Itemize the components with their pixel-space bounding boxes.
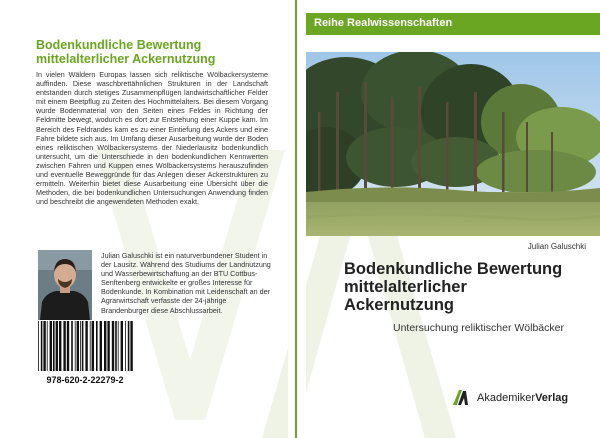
front-author: Julian Galuschki — [527, 242, 586, 251]
barcode-bar — [85, 321, 87, 371]
barcode-bar — [80, 321, 81, 371]
front-title-line-2: mittelalterlicher — [344, 278, 467, 296]
barcode-bar — [130, 321, 132, 371]
front-title-line-3: Ackernutzung — [344, 296, 455, 314]
barcode-bar — [53, 321, 55, 371]
barcode-bar — [38, 321, 39, 371]
author-bio: Julian Galuschki ist ein naturverbundener Student in der Lausitz. Während des Studiums der Landnutzung und Wasserbewirtschaftung an der BTU Cottbus-Senftenberg entwickelte er großes Interesse für Bodenkunde. In Kombination mit Leidenschaft an der Agrarwirtschaft verfasste der 24-jährige Brandenburger diese Abschlussarbeit. — [101, 251, 271, 315]
barcode-bar — [121, 321, 123, 371]
front-title-line-1: Bodenkundliche Bewertung — [344, 260, 563, 278]
publisher-name-bold: Verlag — [535, 391, 569, 404]
back-cover — [0, 0, 288, 438]
isbn-barcode — [36, 321, 134, 371]
forest-cover-photo — [306, 52, 600, 236]
barcode-bar — [125, 321, 126, 371]
series-label: Reihe Realwissenschaften — [314, 17, 453, 29]
barcode-bar — [82, 321, 84, 371]
barcode-bar — [92, 321, 94, 371]
publisher-name — [477, 392, 568, 404]
book-spine — [288, 0, 306, 438]
barcode-bar — [90, 321, 91, 371]
barcode-bar — [107, 321, 109, 371]
barcode-bar — [112, 321, 114, 371]
barcode-bar — [75, 321, 76, 371]
barcode-bar — [115, 321, 117, 371]
barcode-bar — [77, 321, 79, 371]
spine-accent-line — [295, 0, 297, 438]
series-band — [306, 13, 600, 35]
author-photo — [38, 250, 92, 320]
barcode-bar — [67, 321, 69, 371]
barcode-bar — [100, 321, 102, 371]
back-cover-title — [36, 38, 276, 66]
book-abstract: In vielen Wäldern Europas lassen sich reliktische Wölbackersysteme auffinden. Diese waschbrettähnlichen Strukturen in der Landschaft entstanden durch stetiges Zusammenpflügen landwirtschaftlicher Felder mit einem Beetpflug zu Zeiten des Hochmittelalters. Bei diesem Vorgang wurde Bodenmaterial von den Seiten eines Feldes in Richtung der Feldmitte bewegt, wodurch es dort zur Entstehung einer Kuppe kam. Im Bereich des Feldrandes kam es zu einer Eintiefung des Ackers und eine Fahre bildete sich aus. Im Umfang dieser Ausarbeitung wurde der Boden eines reliktischen Wölbackersystems der Niederlausitz bodenkundlich untersucht, um die Unterschiede in den bodenkundlichen Kennwerten zwischen Fahren und Kuppen eines Wölbackersystems herauszufinden und eventuelle Beweggründe für das Anlegen dieser Ackerstrukturen zu ermitteln. Weiterhin bietet diese Ausarbeitung eine Übersicht über die Methoden, die bei bodenkundlichen Untersuchungen Anwendung finden und beschreibt die angewendeten Methoden exakt. — [36, 70, 268, 207]
barcode-bar — [50, 321, 52, 371]
barcode-bar — [96, 321, 98, 371]
barcode-bar — [56, 321, 58, 371]
barcode-bar — [59, 321, 61, 371]
barcode-bar — [47, 321, 48, 371]
publisher-name-regular: Akademiker — [477, 391, 536, 404]
publisher-logo-group — [453, 390, 568, 405]
barcode-bar — [128, 321, 130, 371]
front-cover-title — [344, 260, 594, 314]
back-title-line-1: Bodenkundliche Bewertung — [36, 38, 202, 52]
av-logo-icon — [453, 390, 473, 405]
barcode-bar — [63, 321, 65, 371]
barcode-bar — [71, 321, 73, 371]
front-cover — [306, 0, 600, 438]
isbn-number: 978-620-2-22279-2 — [46, 375, 124, 385]
barcode-bar — [118, 321, 119, 371]
back-title-line-2: mittelalterlicher Ackernutzung — [36, 52, 216, 66]
barcode-bar — [43, 321, 45, 371]
barcode-bar — [104, 321, 106, 371]
barcode-bar — [41, 321, 43, 371]
front-subtitle: Untersuchung reliktischer Wölbäcker — [393, 322, 564, 334]
